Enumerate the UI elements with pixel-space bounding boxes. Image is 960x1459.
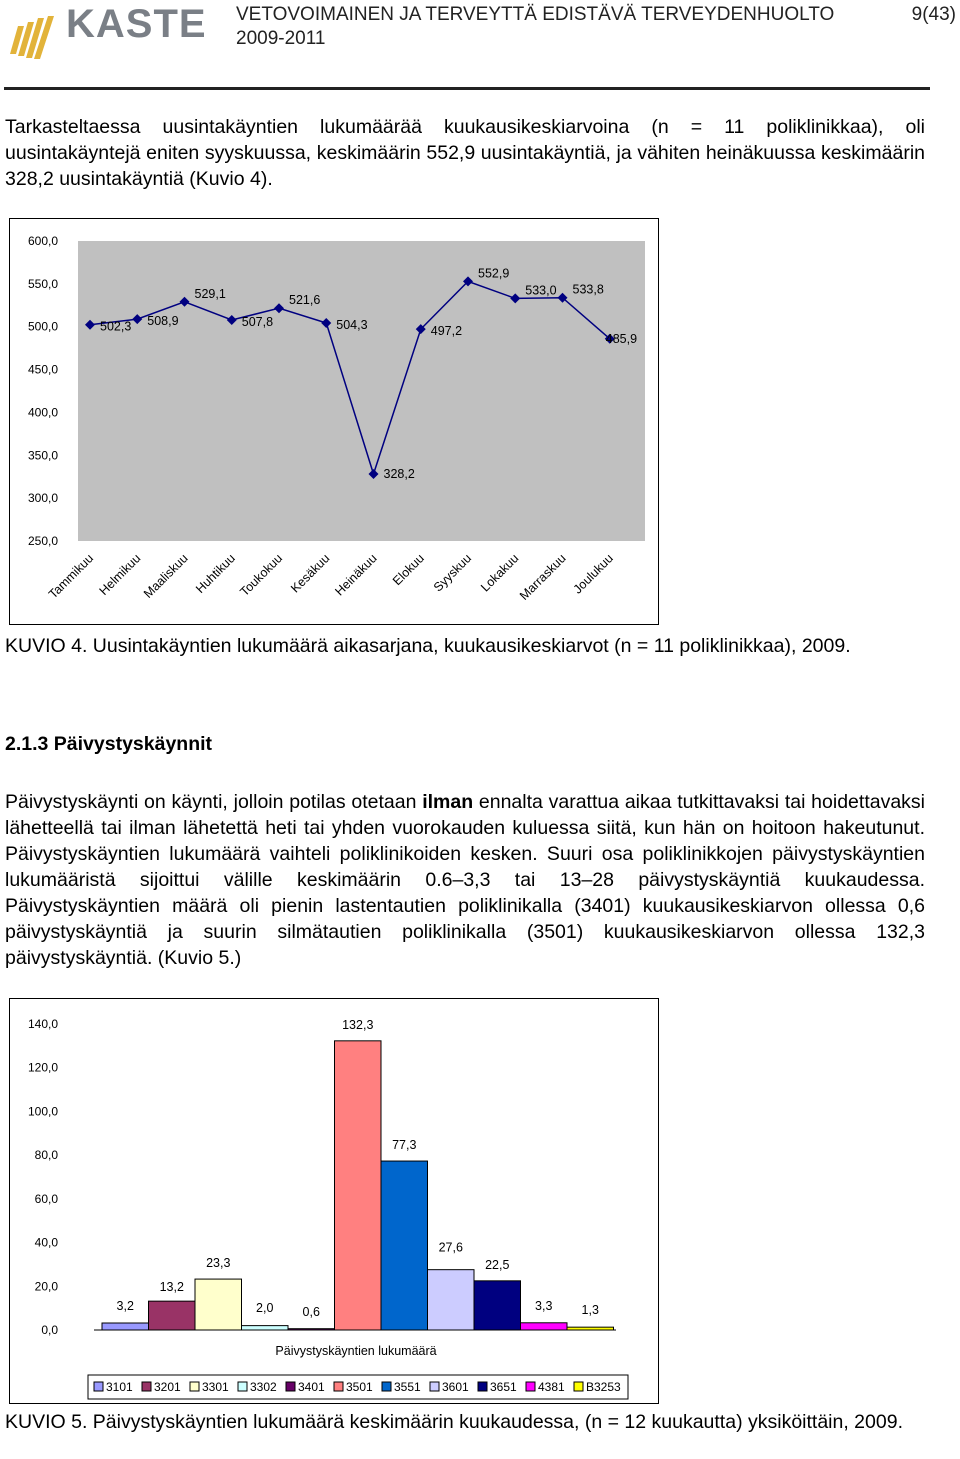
bar-label: 132,3 <box>342 1017 374 1032</box>
data-label: 508,9 <box>147 314 179 329</box>
legend-label: 3501 <box>346 1380 373 1394</box>
kaste-logo <box>4 4 214 62</box>
legend-label: 3101 <box>106 1380 133 1394</box>
data-label: 533,0 <box>525 283 557 298</box>
bar-label: 27,6 <box>438 1240 463 1255</box>
bar-label: 13,2 <box>159 1280 184 1295</box>
x-tick-label: Maaliskuu <box>140 551 191 601</box>
data-label: 485,9 <box>605 331 638 346</box>
data-label: 529,1 <box>194 286 226 301</box>
y-tick-label: 20,0 <box>34 1279 58 1294</box>
header-years: 2009-2011 <box>236 28 326 49</box>
line-chart-frame <box>9 218 659 625</box>
kaste-logo-icon <box>4 4 64 62</box>
data-label: 533,8 <box>572 282 604 297</box>
y-tick-label: 400,0 <box>27 405 58 420</box>
x-tick-label: Syyskuu <box>430 551 475 595</box>
legend-swatch-4381 <box>526 1382 535 1391</box>
y-tick-label: 0,0 <box>41 1323 58 1337</box>
bar-B3253 <box>567 1327 614 1330</box>
bar-3551 <box>381 1161 428 1330</box>
bar-label: 2,0 <box>256 1301 274 1315</box>
y-tick-label: 80,0 <box>34 1148 58 1163</box>
body-paragraph <box>5 789 925 971</box>
legend-label: 3301 <box>202 1380 229 1394</box>
legend-label: 3601 <box>442 1380 469 1394</box>
legend-swatch-3101 <box>94 1382 103 1391</box>
logo-text: KASTE <box>66 2 207 46</box>
legend-label: 3551 <box>394 1380 421 1394</box>
bar-3401 <box>288 1329 335 1330</box>
x-tick-label: Huhtikuu <box>193 551 238 597</box>
y-tick-label: 350,0 <box>27 448 58 463</box>
bar-3302 <box>242 1326 289 1330</box>
x-tick-label: Marraskuu <box>516 551 569 603</box>
x-tick-label: Heinäkuu <box>332 551 380 599</box>
bar-label: 1,3 <box>581 1303 599 1317</box>
legend-swatch-3302 <box>238 1382 247 1391</box>
x-tick-label: Helmikuu <box>96 551 144 598</box>
x-tick-label: Kesäkuu <box>288 551 333 596</box>
bar-label: 23,3 <box>206 1256 231 1271</box>
legend-label: 3201 <box>154 1380 181 1394</box>
page-header <box>0 0 960 92</box>
data-label: 504,3 <box>336 318 368 333</box>
x-tick-label: Tammikuu <box>45 551 97 602</box>
legend-label: 3302 <box>250 1380 277 1394</box>
y-tick-label: 120,0 <box>27 1060 58 1075</box>
page-number: 9(43) <box>911 4 956 25</box>
x-tick-label: Elokuu <box>389 551 427 589</box>
legend-swatch-B3253 <box>574 1382 583 1391</box>
x-axis-title: Päivystyskäyntien lukumäärä <box>275 1344 437 1358</box>
bar-chart-frame <box>9 998 659 1404</box>
bar-3601 <box>428 1270 475 1330</box>
plot-area <box>78 241 645 541</box>
bar-chart <box>10 999 658 1403</box>
legend-swatch-3601 <box>430 1382 439 1391</box>
y-tick-label: 140,0 <box>27 1017 58 1031</box>
y-tick-label: 300,0 <box>27 491 58 506</box>
intro-paragraph: Tarkasteltaessa uusintakäyntien lukumäärää kuukausikeskiarvoina (n = 11 poliklinikkaa), oli uusintakäyntejä eniten syyskuussa, keskimäärin 552,9 uusintakäyntiä, ja vähiten heinäkuussa keskimäärin 328,2 uusintakäyntiä (Kuvio 4). <box>5 116 925 190</box>
y-tick-label: 100,0 <box>27 1104 58 1119</box>
data-label: 507,8 <box>241 315 274 330</box>
y-tick-label: 500,0 <box>27 319 58 334</box>
body-text-1: Päivystyskäynti on käynti, jolloin potilas otetaan <box>5 791 423 813</box>
figure-4-caption: KUVIO 4. Uusintakäyntien lukumäärä aikasarjana, kuukausikeskiarvot (n = 11 poliklinikkaa), 2009. <box>5 635 851 657</box>
bar-4381 <box>521 1323 568 1330</box>
header-title: VETOVOIMAINEN JA TERVEYTTÄ EDISTÄVÄ TERVEYDENHUOLTO <box>236 4 835 25</box>
bar-label: 77,3 <box>392 1138 417 1153</box>
x-tick-label: Toukokuu <box>237 551 286 599</box>
legend-swatch-3501 <box>334 1382 343 1391</box>
legend-label: 3651 <box>490 1380 517 1394</box>
data-label: 328,2 <box>383 466 415 481</box>
bar-label: 3,2 <box>116 1299 134 1313</box>
y-tick-label: 60,0 <box>34 1191 58 1206</box>
line-chart <box>10 219 658 624</box>
data-label: 552,9 <box>478 266 510 281</box>
bar-3101 <box>102 1323 149 1330</box>
y-tick-label: 250,0 <box>27 534 58 548</box>
bar-label: 0,6 <box>302 1305 320 1319</box>
legend-swatch-3401 <box>286 1382 295 1391</box>
y-tick-label: 550,0 <box>27 276 58 291</box>
section-heading: 2.1.3 Päivystyskäynnit <box>5 733 213 755</box>
figure-5-caption: KUVIO 5. Päivystyskäyntien lukumäärä keskimäärin kuukaudessa, (n = 12 kuukautta) yksiköittäin, 2009. <box>5 1411 903 1433</box>
legend <box>88 1375 628 1399</box>
bar-3651 <box>474 1281 521 1330</box>
data-label: 502,3 <box>100 319 132 334</box>
legend-swatch-3551 <box>382 1382 391 1391</box>
body-bold-word: ilman <box>422 791 474 813</box>
y-tick-label: 40,0 <box>34 1235 58 1250</box>
bar-3201 <box>149 1301 196 1330</box>
bar-label: 22,5 <box>485 1257 510 1272</box>
legend-swatch-3651 <box>478 1382 487 1391</box>
y-tick-label: 450,0 <box>27 362 58 377</box>
header-rule <box>4 87 930 90</box>
legend-swatch-3301 <box>190 1382 199 1391</box>
bar-3501 <box>335 1041 382 1330</box>
data-label: 521,6 <box>289 293 321 308</box>
data-label: 497,2 <box>430 324 463 339</box>
x-tick-label: Lokakuu <box>478 551 522 595</box>
y-tick-label: 600,0 <box>27 234 58 248</box>
legend-label: B3253 <box>586 1380 621 1394</box>
legend-label: 3401 <box>298 1380 325 1394</box>
x-tick-label: Joulukuu <box>570 551 616 597</box>
bar-label: 3,3 <box>535 1299 553 1313</box>
legend-swatch-3201 <box>142 1382 151 1391</box>
legend-label: 4381 <box>538 1380 565 1394</box>
bar-3301 <box>195 1279 242 1330</box>
body-text-2: ennalta varattua aikaa tutkittavaksi tai hoidettavaksi lähetteellä tai ilman lähetettä heti tai yhden vuorokauden kuluessa siitä, kun hän on hoitoon hakeutunut. Päivystyskäyntien lukumäärä vaihteli poliklinikoiden kesken. Suuri osa poliklinikkojen päivystyskäyntien lukumääristä sijoittui välille keskimäärin 0.6–3,3 tai 13–28 päivystyskäyntiä kuukaudessa. Päivystyskäyntien määrä oli pienin lastentautien poliklinikalla (3401) kuukausikeskiarvon ollessa 0,6 päivystyskäyntiä ja suurin silmätautien poliklinikalla (3501) kuukausikeskiarvon ollessa 132,3 päivystyskäyntiä. (Kuvio 5.) <box>5 791 926 969</box>
